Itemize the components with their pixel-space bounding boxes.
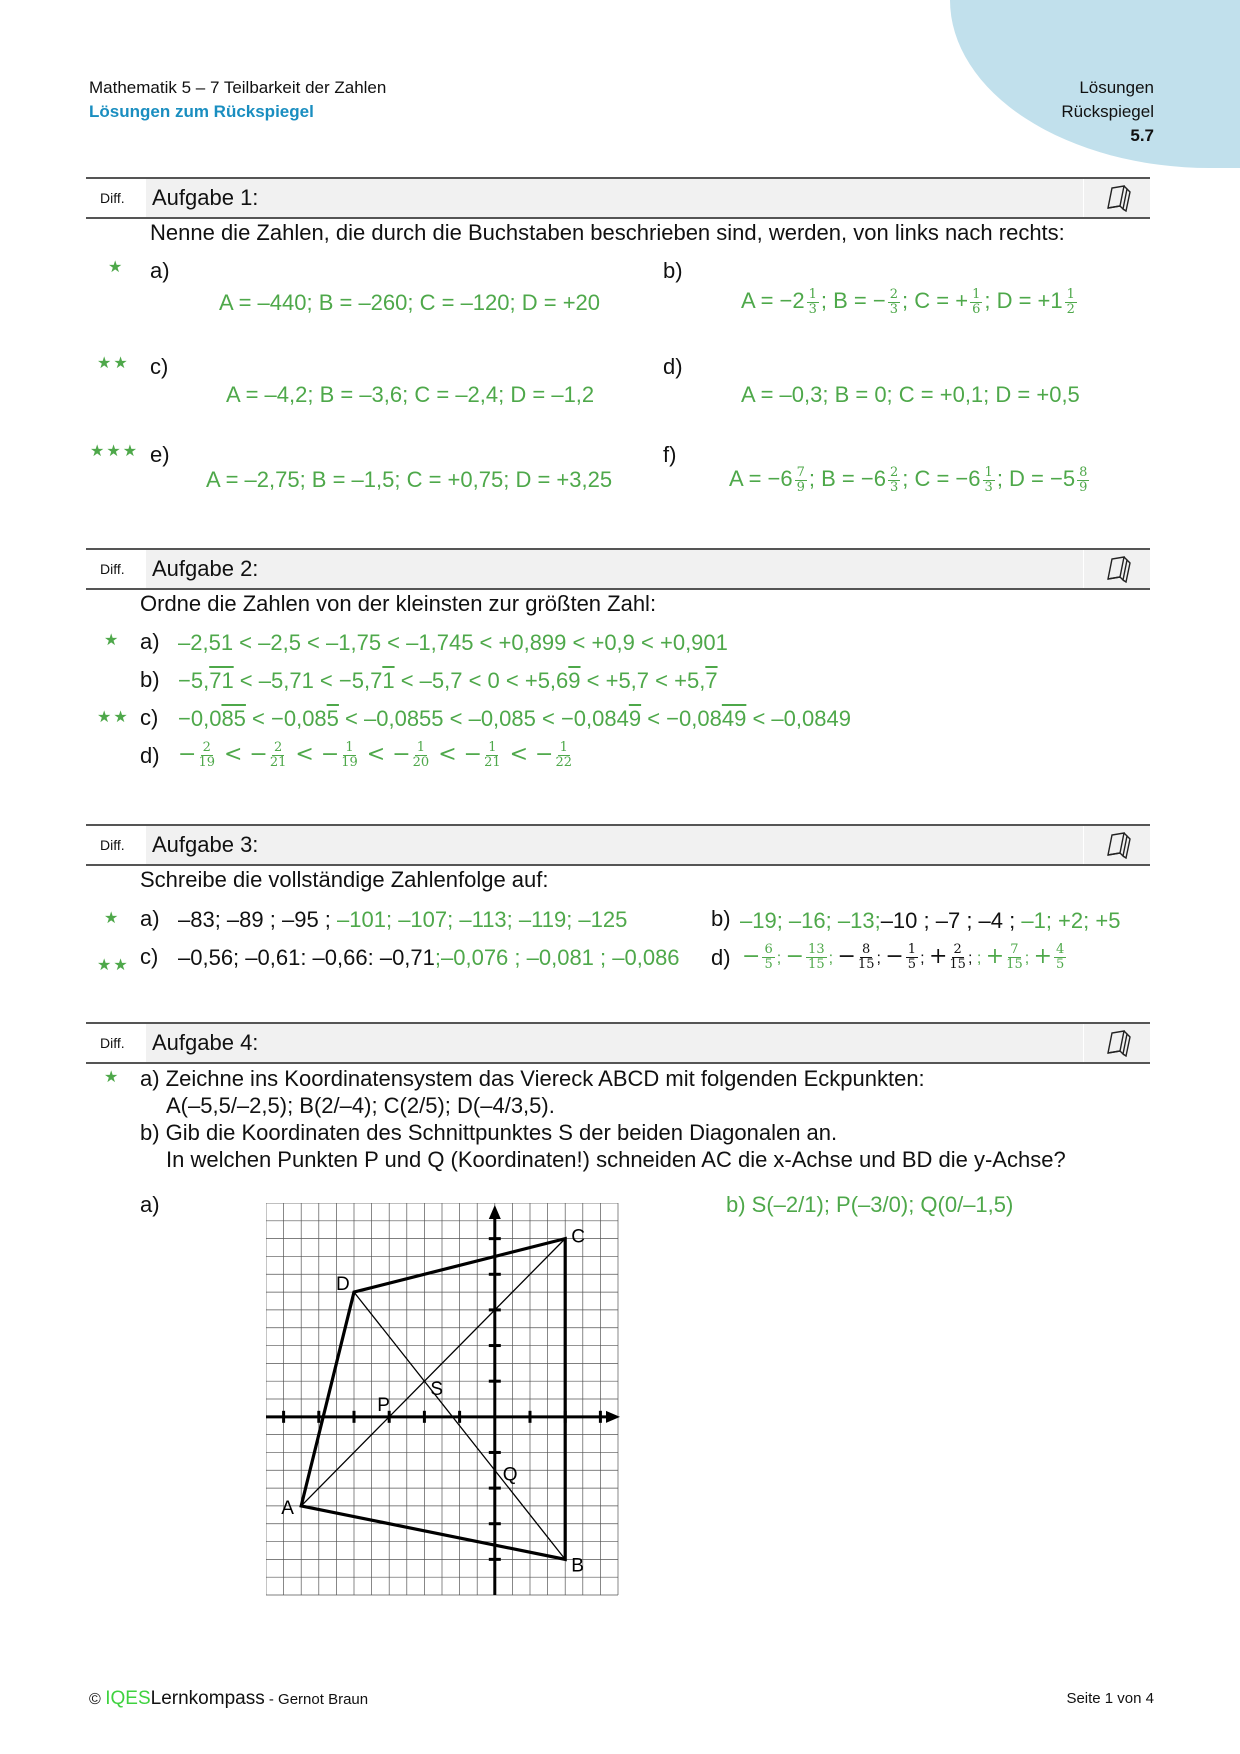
item-label: c) xyxy=(150,354,169,379)
task-4-line-3: b) Gib die Koordinaten des Schnittpunktes S der beiden Diagonalen an. xyxy=(140,1120,838,1145)
book-icon xyxy=(1083,550,1150,588)
item-label: a) xyxy=(150,258,170,283)
point-label-p: P xyxy=(377,1394,390,1416)
fraction: + $\frac{7}{15}$ xyxy=(985,941,1023,972)
diff-label: Diff. xyxy=(100,561,125,577)
difficulty-stars: ★★★ xyxy=(90,443,140,460)
task-3-header xyxy=(86,824,1150,866)
book-icon xyxy=(1083,179,1150,217)
answer-3b: –19; –16; –13;–10 ; –7 ; –4 ; –1; +2; +5 xyxy=(740,908,1121,933)
item-label: c) xyxy=(140,944,159,969)
answer-2d: − $\frac{2}{19}$ < − $\frac{2}{21}$ < − $\frac{1}{19}$ < − $\frac{1}{20}$ < − $\frac{1}{21}$ < − $\frac{1}{22}$ xyxy=(178,739,573,770)
fraction: − $\frac{2}{21}$ xyxy=(249,739,287,770)
answer-1b: A = −2 $\frac{1}{3}$ ; B = − $\frac{2}{3}$ ; C = + $\frac{1}{6}$ ; D = +1 $\frac{1}{2}$ xyxy=(741,286,1075,317)
task-4-line-4: In welchen Punkten P und Q (Koordinaten!) schneiden AC die x-Achse und BD die y-Achse? xyxy=(166,1147,1066,1172)
item-label: a) xyxy=(140,629,160,654)
answer-3c: –0,56; –0,61: –0,66: –0,71;–0,076 ; –0,081 ; –0,086 xyxy=(178,945,680,970)
difficulty-stars: ★ xyxy=(104,1069,121,1086)
item-label: b) xyxy=(663,258,683,283)
header-right-line2: Rückspiegel xyxy=(1061,102,1154,121)
y-axis-arrow xyxy=(489,1205,501,1219)
task-2-instruction: Ordne die Zahlen von der kleinsten zur größten Zahl: xyxy=(140,591,657,616)
task-3-instruction: Schreibe die vollständige Zahlenfolge auf: xyxy=(140,867,549,892)
document-subtitle: Lösungen zum Rückspiegel xyxy=(89,102,314,121)
point-label-c: C xyxy=(571,1226,585,1248)
point-label-b: B xyxy=(571,1555,584,1577)
task-4-line-1: a) Zeichne ins Koordinatensystem das Viereck ABCD mit folgenden Eckpunkten: xyxy=(140,1066,925,1091)
task-2-title: Aufgabe 2: xyxy=(146,550,1083,588)
author: - Gernot Braun xyxy=(264,1691,369,1708)
item-label: c) xyxy=(140,705,159,730)
copyright-icon: © xyxy=(89,1691,101,1708)
footer-brand xyxy=(89,1688,368,1710)
point-label-s: S xyxy=(430,1379,444,1401)
fraction: + $\frac{4}{5}$ xyxy=(1033,941,1065,972)
task-4-header xyxy=(86,1022,1150,1064)
fraction: − $\frac{8}{15}$ xyxy=(837,941,875,972)
diff-label: Diff. xyxy=(100,1035,125,1051)
item-label: d) xyxy=(711,945,731,970)
task-4-title: Aufgabe 4: xyxy=(146,1024,1083,1062)
answer-1e: A = –2,75; B = –1,5; C = +0,75; D = +3,25 xyxy=(206,467,613,492)
difficulty-stars: ★ xyxy=(108,259,125,276)
item-label: b) xyxy=(711,906,731,931)
answer-1c: A = –4,2; B = –3,6; C = –2,4; D = –1,2 xyxy=(226,382,595,407)
task-1-title: Aufgabe 1: xyxy=(146,179,1083,217)
chapter-number: 5.7 xyxy=(1130,126,1154,145)
item-label: e) xyxy=(150,442,170,467)
task-2-header xyxy=(86,548,1150,590)
book-icon xyxy=(1083,826,1150,864)
fraction: − $\frac{1}{21}$ xyxy=(463,739,501,770)
fraction: − $\frac{1}{19}$ xyxy=(320,739,358,770)
brand-iqes: IQES xyxy=(105,1688,151,1709)
fraction: + $\frac{2}{15}$ xyxy=(928,941,966,972)
item-label: b) xyxy=(140,667,160,692)
task-1-instruction: Nenne die Zahlen, die durch die Buchstaben beschrieben sind, werden, von links nach rechts: xyxy=(150,220,1065,245)
document-header xyxy=(89,76,386,124)
header-right xyxy=(1061,76,1154,148)
brand-lernkompass: Lernkompass xyxy=(150,1688,265,1709)
fraction: − $\frac{2}{19}$ xyxy=(178,739,215,770)
item-label: d) xyxy=(663,354,683,379)
fraction: − $\frac{1}{5}$ xyxy=(885,941,917,972)
point-label-a: A xyxy=(281,1497,294,1519)
answer-1a: A = –440; B = –260; C = –120; D = +20 xyxy=(219,290,601,315)
item-label: f) xyxy=(663,442,677,467)
diff-label: Diff. xyxy=(100,190,125,206)
task-1-header xyxy=(86,177,1150,219)
answer-3d: − $\frac{6}{5}$ ; − $\frac{13}{15}$ ; − $\frac{8}{15}$ ; − $\frac{1}{5}$ ; + $\frac{2}{15}$ ; ; + $\frac{7}{15}$ ; + $\frac{4}{5}$ xyxy=(742,942,1068,973)
answer-2c: −0,085 < −0,085 < –0,0855 < –0,085 < −0,0849 < −0,0849 < –0,0849 xyxy=(178,706,851,731)
answer-4b: b) S(–2/1); P(–3/0); Q(0/–1,5) xyxy=(726,1192,1014,1217)
book-icon xyxy=(1083,1024,1150,1062)
difficulty-stars: ★ xyxy=(104,632,121,649)
difficulty-stars: ★★ xyxy=(97,957,130,974)
fraction: − $\frac{13}{15}$ xyxy=(785,941,825,972)
difficulty-stars: ★ xyxy=(104,910,121,927)
page-number: Seite 1 von 4 xyxy=(1066,1690,1154,1707)
diff-label: Diff. xyxy=(100,837,125,853)
difficulty-stars: ★★ xyxy=(97,709,130,726)
header-right-line1: Lösungen xyxy=(1079,78,1154,97)
task-3-title: Aufgabe 3: xyxy=(146,826,1083,864)
difficulty-stars: ★★ xyxy=(97,355,130,372)
point-label-d: D xyxy=(336,1274,350,1296)
course-title: Mathematik 5 – 7 Teilbarkeit der Zahlen xyxy=(89,78,387,97)
fraction: − $\frac{1}{20}$ xyxy=(392,739,430,770)
coordinate-system xyxy=(266,1203,626,1603)
item-label: d) xyxy=(140,743,160,768)
answer-3a: –83; –89 ; –95 ; –101; –107; –113; –119; –125 xyxy=(178,907,628,932)
fraction: − $\frac{6}{5}$ xyxy=(742,941,773,972)
item-label: a) xyxy=(140,906,160,931)
point-label-q: Q xyxy=(502,1464,518,1486)
answer-2b: −5,71 < –5,71 < −5,71 < –5,7 < 0 < +5,69 < +5,7 < +5,7 xyxy=(178,668,718,693)
fraction: − $\frac{1}{22}$ xyxy=(535,739,573,770)
task-4-line-2: A(–5,5/–2,5); B(2/–4); C(2/5); D(–4/3,5). xyxy=(166,1093,555,1118)
answer-2a: –2,51 < –2,5 < –1,75 < –1,745 < +0,899 < +0,9 < +0,901 xyxy=(178,630,728,655)
answer-1d: A = –0,3; B = 0; C = +0,1; D = +0,5 xyxy=(741,382,1080,407)
answer-1f: A = −6 $\frac{7}{9}$ ; B = −6 $\frac{2}{3}$ ; C = −6 $\frac{1}{3}$ ; D = −5 $\frac{8}{9}$ xyxy=(729,464,1088,495)
part-a-label: a) xyxy=(140,1192,160,1217)
